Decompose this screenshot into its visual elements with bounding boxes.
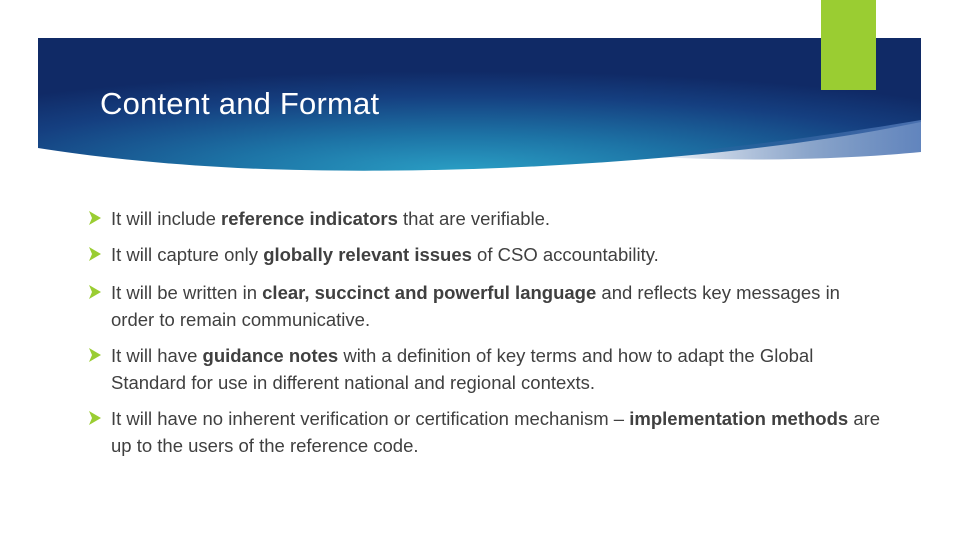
bullet-text-lead: It will capture only	[111, 244, 264, 265]
bullet-item	[88, 241, 888, 268]
bullet-text-tail: are up to the users of the reference code.	[111, 408, 881, 456]
arrowhead-bullet-icon	[88, 285, 102, 299]
accent-bar	[821, 0, 876, 90]
bullet-item	[88, 279, 888, 333]
bullet-text-lead: It will have	[111, 345, 203, 366]
bullet-text-tail: that are verifiable.	[397, 208, 551, 229]
bullet-item	[88, 405, 888, 459]
arrowhead-bullet-icon	[88, 411, 102, 425]
bullet-text-tail: of CSO accountability.	[471, 244, 659, 265]
arrowhead-bullet-icon	[88, 211, 102, 225]
bullet-text-emphasis: clear, succinct and powerful language	[262, 282, 597, 303]
bullet-text-emphasis: globally relevant issues	[263, 244, 472, 265]
arrowhead-bullet-icon	[88, 247, 102, 261]
bullet-text-tail: with a definition of key terms and how to adapt the Global Standard for use in different national and regional contexts.	[111, 345, 814, 393]
bullet-text-lead: It will be written in	[111, 282, 263, 303]
bullet-item	[88, 342, 888, 396]
bullet-text-emphasis: guidance notes	[202, 345, 339, 366]
bullet-list	[88, 205, 888, 459]
bullet-text-lead: It will have no inherent verification or certification mechanism –	[111, 408, 630, 429]
bullet-text-emphasis: implementation methods	[629, 408, 849, 429]
bullet-text-tail: and reflects key messages in order to remain communicative.	[111, 282, 840, 330]
slide-title: Content and Format	[100, 86, 380, 121]
bullet-text-emphasis: reference indicators	[221, 208, 398, 229]
bullet-item	[88, 205, 888, 232]
bullet-text-lead: It will include	[111, 208, 222, 229]
arrowhead-bullet-icon	[88, 348, 102, 362]
